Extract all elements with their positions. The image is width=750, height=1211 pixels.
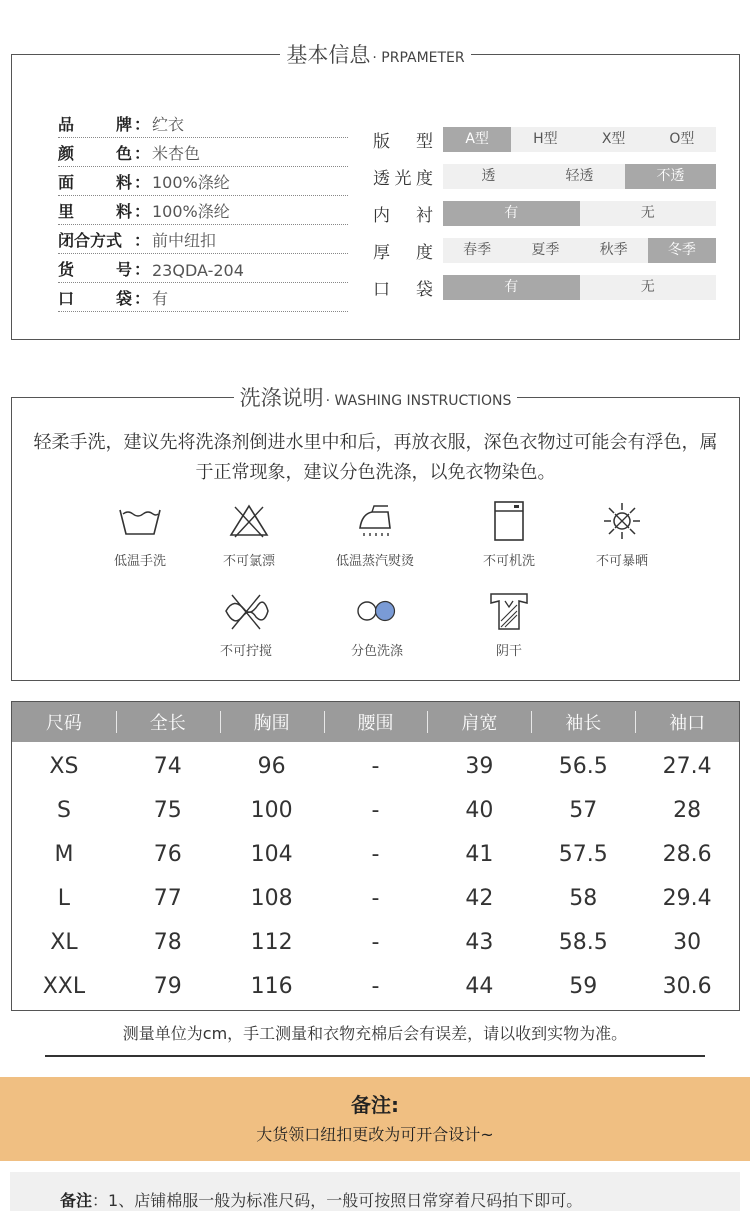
attr-row (373, 232, 716, 269)
table-cell: - (371, 841, 380, 867)
table-row (12, 832, 739, 876)
spec-label-text: 里 料 (58, 202, 132, 221)
remark-title: 备注: (351, 1093, 399, 1117)
attr-options (443, 164, 716, 189)
attr-options (443, 238, 716, 263)
table-cell: 29.4 (662, 885, 712, 911)
spec-label-text: 品 牌 (58, 115, 132, 134)
attr-option: 有 (443, 201, 580, 226)
footer-text: ：1、店铺棉服一般为标准尺码，一般可按照日常穿着尺码拍下即可。 (92, 1191, 583, 1210)
spec-row (58, 138, 348, 167)
attr-option: 秋季 (599, 242, 628, 258)
spec-label-text: 闭合方式 (58, 231, 123, 250)
spec-colon: ： (133, 289, 150, 308)
table-cell: 104 (250, 841, 293, 867)
spec-value: 米杏色 (152, 144, 201, 163)
basic-info-title (12, 41, 739, 69)
table-cell: XS (49, 753, 79, 779)
spec-colon: ： (133, 202, 150, 221)
table-cell: 77 (153, 885, 182, 911)
table-cell: - (371, 885, 380, 911)
attr-options (443, 201, 716, 226)
attr-option: 不透 (625, 164, 716, 189)
table-cell: XL (50, 929, 78, 955)
table-cell: - (371, 929, 380, 955)
spec-label (58, 199, 150, 222)
wash-label: 不可拧搅 (219, 644, 272, 659)
no-machine-wash-icon (449, 498, 569, 544)
spec-label (58, 257, 150, 280)
spec-label-text: 货 号 (58, 260, 132, 279)
size-table-header-cell: 胸围 (220, 709, 324, 735)
table-cell: - (371, 973, 380, 999)
attr-option: X型 (601, 131, 626, 147)
spec-label (58, 228, 150, 251)
table-cell: 42 (465, 885, 494, 911)
table-cell: 27.4 (662, 753, 712, 779)
table-cell: 30 (673, 929, 702, 955)
table-cell: 96 (257, 753, 286, 779)
attr-options (443, 127, 716, 152)
attr-option: 轻透 (565, 168, 594, 184)
spec-row (58, 283, 348, 312)
attr-label: 厚 度 (373, 243, 433, 263)
spec-colon: ： (133, 115, 150, 134)
wash-item-no-bleach (189, 498, 309, 569)
wash-item-no-machine-wash (449, 498, 569, 569)
footer-label: 备注 (60, 1191, 93, 1210)
remark-text: 大货领口纽扣更改为可开合设计~ (256, 1125, 494, 1144)
table-cell: L (57, 885, 71, 911)
attr-row (373, 269, 716, 306)
attr-option: H型 (533, 131, 558, 147)
attr-label: 口 袋 (373, 280, 433, 300)
attr-option: A型 (443, 127, 511, 152)
attr-option: O型 (669, 131, 695, 147)
wash-label: 不可暴晒 (595, 554, 648, 569)
attr-option: 春季 (463, 242, 492, 258)
size-table-header-cell: 尺码 (45, 713, 82, 734)
table-cell: 116 (250, 973, 293, 999)
attr-row (373, 195, 716, 232)
basic-info-section (11, 43, 740, 340)
attr-label: 内 衬 (373, 206, 433, 226)
size-table-header-cell: 袖口 (635, 709, 739, 735)
attr-row (373, 158, 716, 195)
washing-title (12, 384, 739, 412)
basic-info-title-en: · PRPAMETER (372, 50, 465, 66)
table-cell: 40 (465, 797, 494, 823)
table-cell: 100 (250, 797, 293, 823)
table-cell: 28 (673, 797, 702, 823)
table-row (12, 744, 739, 788)
measurement-note: 测量单位为cm，手工测量和衣物充棉后会有误差，请以收到实物为准。 (122, 1024, 628, 1043)
table-cell: 30.6 (662, 973, 712, 999)
table-cell: 41 (465, 841, 494, 867)
wash-item-steam-iron (315, 498, 435, 569)
remark-banner (0, 1077, 750, 1161)
wash-label: 低温手洗 (113, 554, 166, 569)
spec-label (58, 112, 150, 135)
attr-label: 版 型 (373, 132, 433, 152)
spec-row (58, 225, 348, 254)
separate-colors-icon (317, 588, 437, 634)
size-table-header-cell: 全长 (116, 709, 220, 735)
hand-wash-icon (80, 498, 200, 544)
spec-value: 有 (152, 289, 169, 308)
shade-dry-icon (449, 588, 569, 634)
spec-label-text: 口 袋 (58, 289, 132, 308)
basic-info-title-cn: 基本信息 (286, 43, 371, 67)
spec-label (58, 170, 150, 193)
wash-item-no-wring (186, 588, 306, 659)
table-cell: 75 (153, 797, 182, 823)
washing-section (11, 386, 740, 681)
table-cell: 79 (153, 973, 182, 999)
table-cell: - (371, 753, 380, 779)
table-cell: 43 (465, 929, 494, 955)
spec-label-text: 面 料 (58, 173, 132, 192)
attr-label: 透 光 度 (373, 169, 433, 189)
table-cell: 78 (153, 929, 182, 955)
table-cell: 112 (250, 929, 293, 955)
divider (45, 1055, 705, 1057)
attr-option: 有 (443, 275, 580, 300)
wash-item-separate-colors (317, 588, 437, 659)
spec-colon: ： (133, 231, 150, 250)
table-cell: S (56, 797, 71, 823)
washing-text: 轻柔手洗，建议先将洗涤剂倒进水里中和后，再放衣服，深色衣物过可能会有浮色，属于正常现象，建议分色洗涤，以免衣物染色。 (33, 432, 718, 483)
table-cell: 58.5 (558, 929, 608, 955)
wash-item-shade-dry (449, 588, 569, 659)
steam-iron-icon (315, 498, 435, 544)
attr-option: 透 (481, 168, 496, 184)
no-sun-icon (562, 498, 682, 544)
wash-item-no-sun (562, 498, 682, 569)
spec-value: 100%涤纶 (152, 173, 230, 192)
wash-label: 不可氯漂 (222, 554, 275, 569)
size-table-header-cell: 肩宽 (427, 709, 531, 735)
spec-label (58, 141, 150, 164)
wash-label: 不可机洗 (482, 554, 535, 569)
spec-colon: ： (133, 260, 150, 279)
no-bleach-icon (189, 498, 309, 544)
table-row (12, 920, 739, 964)
spec-colon: ： (133, 173, 150, 192)
spec-value: 前中纽扣 (152, 231, 217, 250)
size-table-header-cell: 腰围 (324, 709, 428, 735)
spec-value: 100%涤纶 (152, 202, 230, 221)
size-table-header (12, 702, 739, 742)
table-cell: 108 (250, 885, 293, 911)
table-cell: 44 (465, 973, 494, 999)
table-cell: 39 (465, 753, 494, 779)
washing-title-cn: 洗涤说明 (239, 386, 324, 410)
wash-item-hand-wash (80, 498, 200, 569)
attribute-grid (373, 121, 716, 306)
spec-row (58, 196, 348, 225)
table-row (12, 964, 739, 1008)
table-cell: 58 (569, 885, 598, 911)
table-cell: - (371, 797, 380, 823)
table-cell: 56.5 (558, 753, 608, 779)
no-wring-icon (186, 588, 306, 634)
table-cell: 76 (153, 841, 182, 867)
spec-colon: ： (133, 144, 150, 163)
table-cell: 28.6 (662, 841, 712, 867)
wash-label: 阴干 (495, 644, 522, 659)
table-cell: 57.5 (558, 841, 608, 867)
wash-label: 分色洗涤 (350, 644, 403, 659)
spec-value: 纻衣 (152, 115, 185, 134)
footer-note (10, 1172, 740, 1211)
spec-label (58, 286, 150, 309)
spec-row (58, 109, 348, 138)
attr-row (373, 121, 716, 158)
spec-value: 23QDA-204 (152, 261, 244, 280)
table-cell: XXL (42, 973, 86, 999)
attr-option: 无 (640, 279, 655, 295)
size-table-body (12, 742, 739, 1010)
table-cell: 59 (569, 973, 598, 999)
table-cell: M (54, 841, 74, 867)
size-table (11, 701, 740, 1011)
table-row (12, 876, 739, 920)
spec-row (58, 167, 348, 196)
attr-option: 无 (640, 205, 655, 221)
attr-option: 冬季 (648, 238, 716, 263)
attr-options (443, 275, 716, 300)
table-cell: 74 (153, 753, 182, 779)
wash-label: 低温蒸汽熨烫 (335, 554, 414, 569)
spec-list (58, 109, 348, 312)
size-table-header-cell: 袖长 (531, 709, 635, 735)
washing-title-en: · WASHING INSTRUCTIONS (325, 393, 512, 409)
attr-option: 夏季 (531, 242, 560, 258)
table-row (12, 788, 739, 832)
spec-label-text: 颜 色 (58, 144, 132, 163)
table-cell: 57 (569, 797, 598, 823)
spec-row (58, 254, 348, 283)
